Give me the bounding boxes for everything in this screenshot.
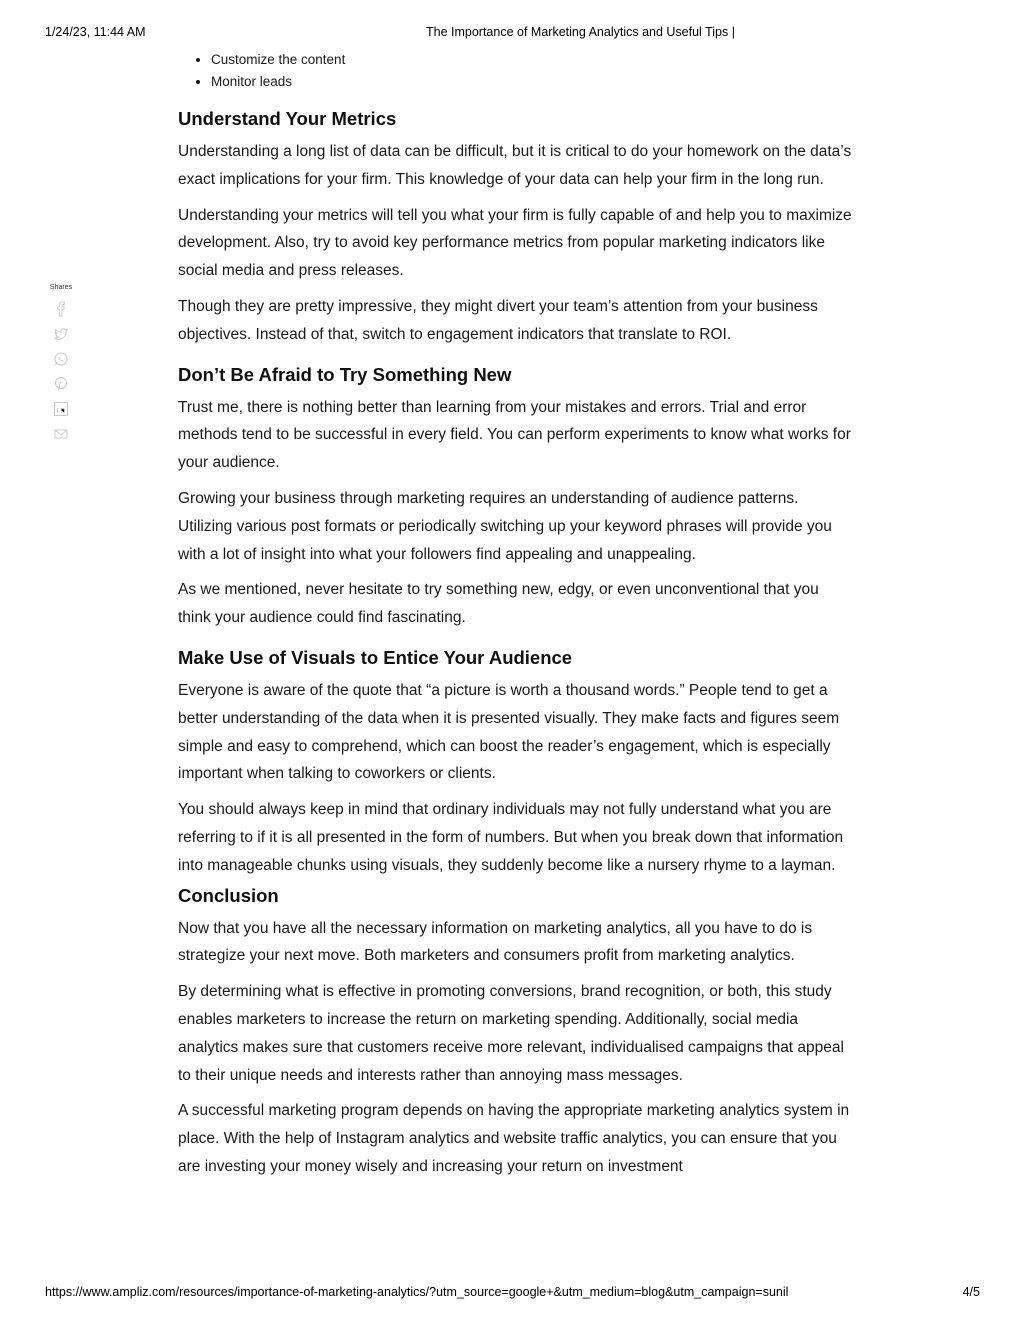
section-heading: Make Use of Visuals to Entice Your Audience (178, 646, 573, 668)
print-datetime: 1/24/23, 11:44 AM (45, 25, 146, 39)
paragraph: Though they are pretty impressive, they might divert your team’s attention from your business objectives. Instead of that, switch to engagement indicators that translate to ROI. (178, 297, 818, 343)
print-url: https://www.ampliz.com/resources/importance-of-marketing-analytics/?utm_source=google+&utm_medium=blog&utm_campaign=sunil (45, 1285, 789, 1299)
paragraph: Understanding a long list of data can be difficult, but it is critical to do your homework on the data’s exact implications for your firm. This knowledge of your data can help your firm in the long run. (178, 143, 852, 188)
paragraph: You should always keep in mind that ordinary individuals may not fully understand what you are referring to if it is all presented in the form of numbers. But when you break down that information into manageable chunks using visuals, they suddenly become like a nursery rhyme to a layman. (178, 801, 844, 874)
paragraph: A successful marketing program depends on having the appropriate marketing analytics system in place. With the help of Instagram analytics and website traffic analytics, you can ensure that you are investing your money wisely and increasing your return on investment (178, 1102, 850, 1175)
paragraph: Now that you have all the necessary information on marketing analytics, all you have to do is strategize your next move. Both marketers and consumers profit from marketing analytics. (178, 919, 813, 965)
list-item: • Customize the content (211, 49, 854, 71)
list-item: • Monitor leads (211, 71, 854, 93)
section-heading: Understand Your Metrics (178, 108, 397, 129)
twitter-icon[interactable] (53, 326, 69, 342)
paragraph: Understanding your metrics will tell you what your firm is fully capable of and help you to maximize development. Also, try to avoid key performance metrics from popular marketing indicators like social media and press releases. (178, 206, 852, 280)
section-heading: Don’t Be Afraid to Try Something New (178, 363, 512, 385)
page-number: 4/5 (962, 1285, 980, 1299)
facebook-icon[interactable] (53, 301, 69, 317)
print-footer (0, 1285, 1024, 1301)
print-header (0, 25, 1024, 41)
paragraph: Everyone is aware of the quote that “a picture is worth a thousand words.” People tend to get a better understanding of the data when it is presented visually. They make facts and figures seem simple and easy to comprehend, which can boost the reader’s engagement, which is especially important when talking to coworkers or clients. (178, 681, 840, 783)
paragraph: Growing your business through marketing requires an understanding of audience patterns. Utilizing various post formats or periodically switching up your keyword phrases will provide you with a lot of insight into what your followers find appealing and unappealing. (178, 489, 832, 563)
social-share-bar (46, 284, 76, 451)
shares-label: Shares (49, 284, 73, 291)
pinterest-icon[interactable] (53, 376, 69, 392)
section-heading: Conclusion (178, 884, 279, 906)
bullet-list (178, 49, 854, 93)
email-icon[interactable] (53, 426, 69, 442)
print-page-title: The Importance of Marketing Analytics and Useful Tips | (426, 25, 735, 39)
article-body (178, 49, 854, 1181)
paragraph: By determining what is effective in promoting conversions, brand recognition, or both, this study enables marketers to increase the return on marketing spending. Additionally, social media analytics makes sure that customers receive more relevant, individualised campaigns that appeal to their unique needs and interests rather than annoying mass messages. (178, 983, 844, 1084)
paragraph: As we mentioned, never hesitate to try something new, edgy, or even unconventional that you think your audience could find fascinating. (178, 581, 819, 627)
whatsapp-icon[interactable] (53, 351, 69, 367)
linkedin-icon[interactable] (53, 401, 69, 417)
paragraph: Trust me, there is nothing better than learning from your mistakes and errors. Trial and error methods tend to be successful in every field. You can perform experiments to know what works for your audience. (178, 398, 851, 472)
